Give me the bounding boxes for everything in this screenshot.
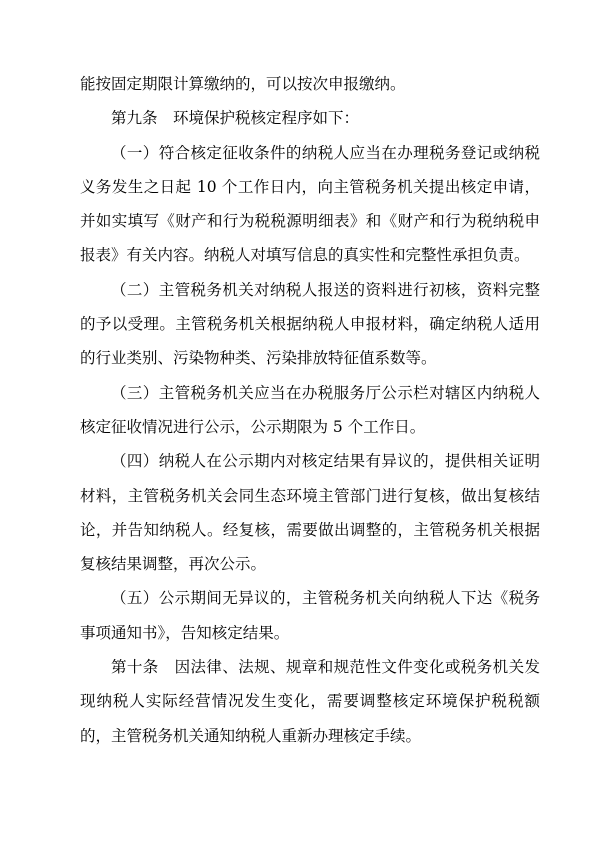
paragraph-continuation: 能按固定期限计算缴纳的，可以按次申报缴纳。 (80, 75, 406, 93)
article-10: 第十条 因法律、法规、规章和规范性文件变化或税务机关发现纳税人实际经营情况发生变化，需要调整核定环境保护税税额的，主管税务机关通知纳税人重新办理核定手续。 (80, 658, 540, 745)
document-body (80, 67, 540, 753)
article-9-item-1: （一）符合核定征收条件的纳税人应当在办理税务登记或纳税义务发生之日起 10 个工作日内，向主管税务机关提出核定申请，并如实填写《财产和行为税税源明细表》和《财产和行为税纳税申报表》有关内容。纳税人对填写信息的真实性和完整性承担负责。 (80, 143, 540, 265)
article-9-heading: 第九条 环境保护税核定程序如下： (111, 109, 360, 128)
article-9-item-2: （二）主管税务机关对纳税人报送的资料进行初核，资料完整的予以受理。主管税务机关根据纳税人申报材料，确定纳税人适用的行业类别、污染物种类、污染排放特征值系数等。 (80, 280, 540, 368)
article-9-item-5: （五）公示期间无异议的，主管税务机关向纳税人下达《税务事项通知书》，告知核定结果。 (80, 589, 540, 642)
article-9-item-4: （四）纳税人在公示期内对核定结果有异议的，提供相关证明材料，主管税务机关会同生态环境主管部门进行复核，做出复核结论，并告知纳税人。经复核，需要做出调整的，主管税务机关根据复核结果调整，再次公示。 (80, 452, 540, 574)
article-9-item-3: （三）主管税务机关应当在办税服务厅公示栏对辖区内纳税人核定征收情况进行公示，公示期限为 5 个工作日。 (80, 383, 540, 436)
